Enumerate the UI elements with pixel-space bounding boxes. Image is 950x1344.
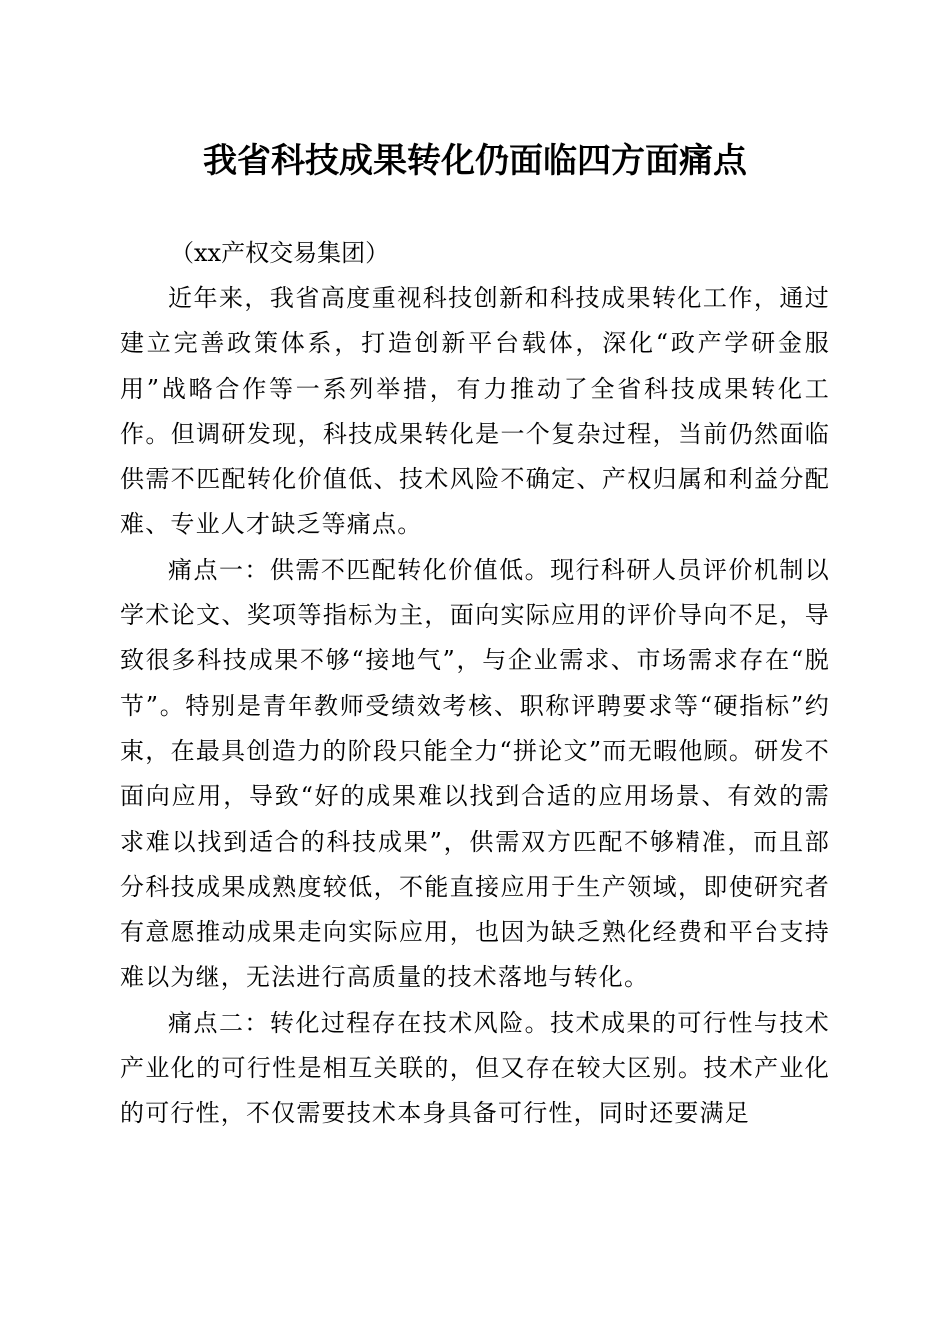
document-title: 我省科技成果转化仍面临四方面痛点 [203, 141, 747, 181]
document-body [120, 276, 830, 1137]
paragraph-pain-point-2: 痛点二：转化过程存在技术风险。技术成果的可行性与技术产业化的可行性是相互关联的，但又存在较大区别。技术产业化的可行性，不仅需要技术本身具备可行性，同时还要满足 [120, 1008, 830, 1128]
document-source: （xx产权交易集团） [170, 239, 390, 267]
paragraph-pain-point-1: 痛点一：供需不匹配转化价值低。现行科研人员评价机制以学术论文、奖项等指标为主，面向实际应用的评价导向不足，导致很多科技成果不够“接地气”，与企业需求、市场需求存在“脱节”。特别是青年教师受绩效考核、职称评聘要求等“硬指标”约束，在最具创造力的阶段只能全力“拼论文”而无暇他顾。研发不面向应用，导致“好的成果难以找到合适的应用场景、有效的需求难以找到适合的科技成果”，供需双方匹配不够精准，而且部分科技成果成熟度较低，不能直接应用于生产领域，即使研究者有意愿推动成果走向实际应用，也因为缺乏熟化经费和平台支持难以为继，无法进行高质量的技术落地与转化。 [120, 555, 830, 992]
paragraph-intro: 近年来，我省高度重视科技创新和科技成果转化工作，通过建立完善政策体系，打造创新平台载体，深化“政产学研金服用”战略合作等一系列举措，有力推动了全省科技成果转化工作。但调研发现，科技成果转化是一个复杂过程，当前仍然面临供需不匹配转化价值低、技术风险不确定、产权归属和利益分配难、专业人才缺乏等痛点。 [120, 284, 830, 539]
